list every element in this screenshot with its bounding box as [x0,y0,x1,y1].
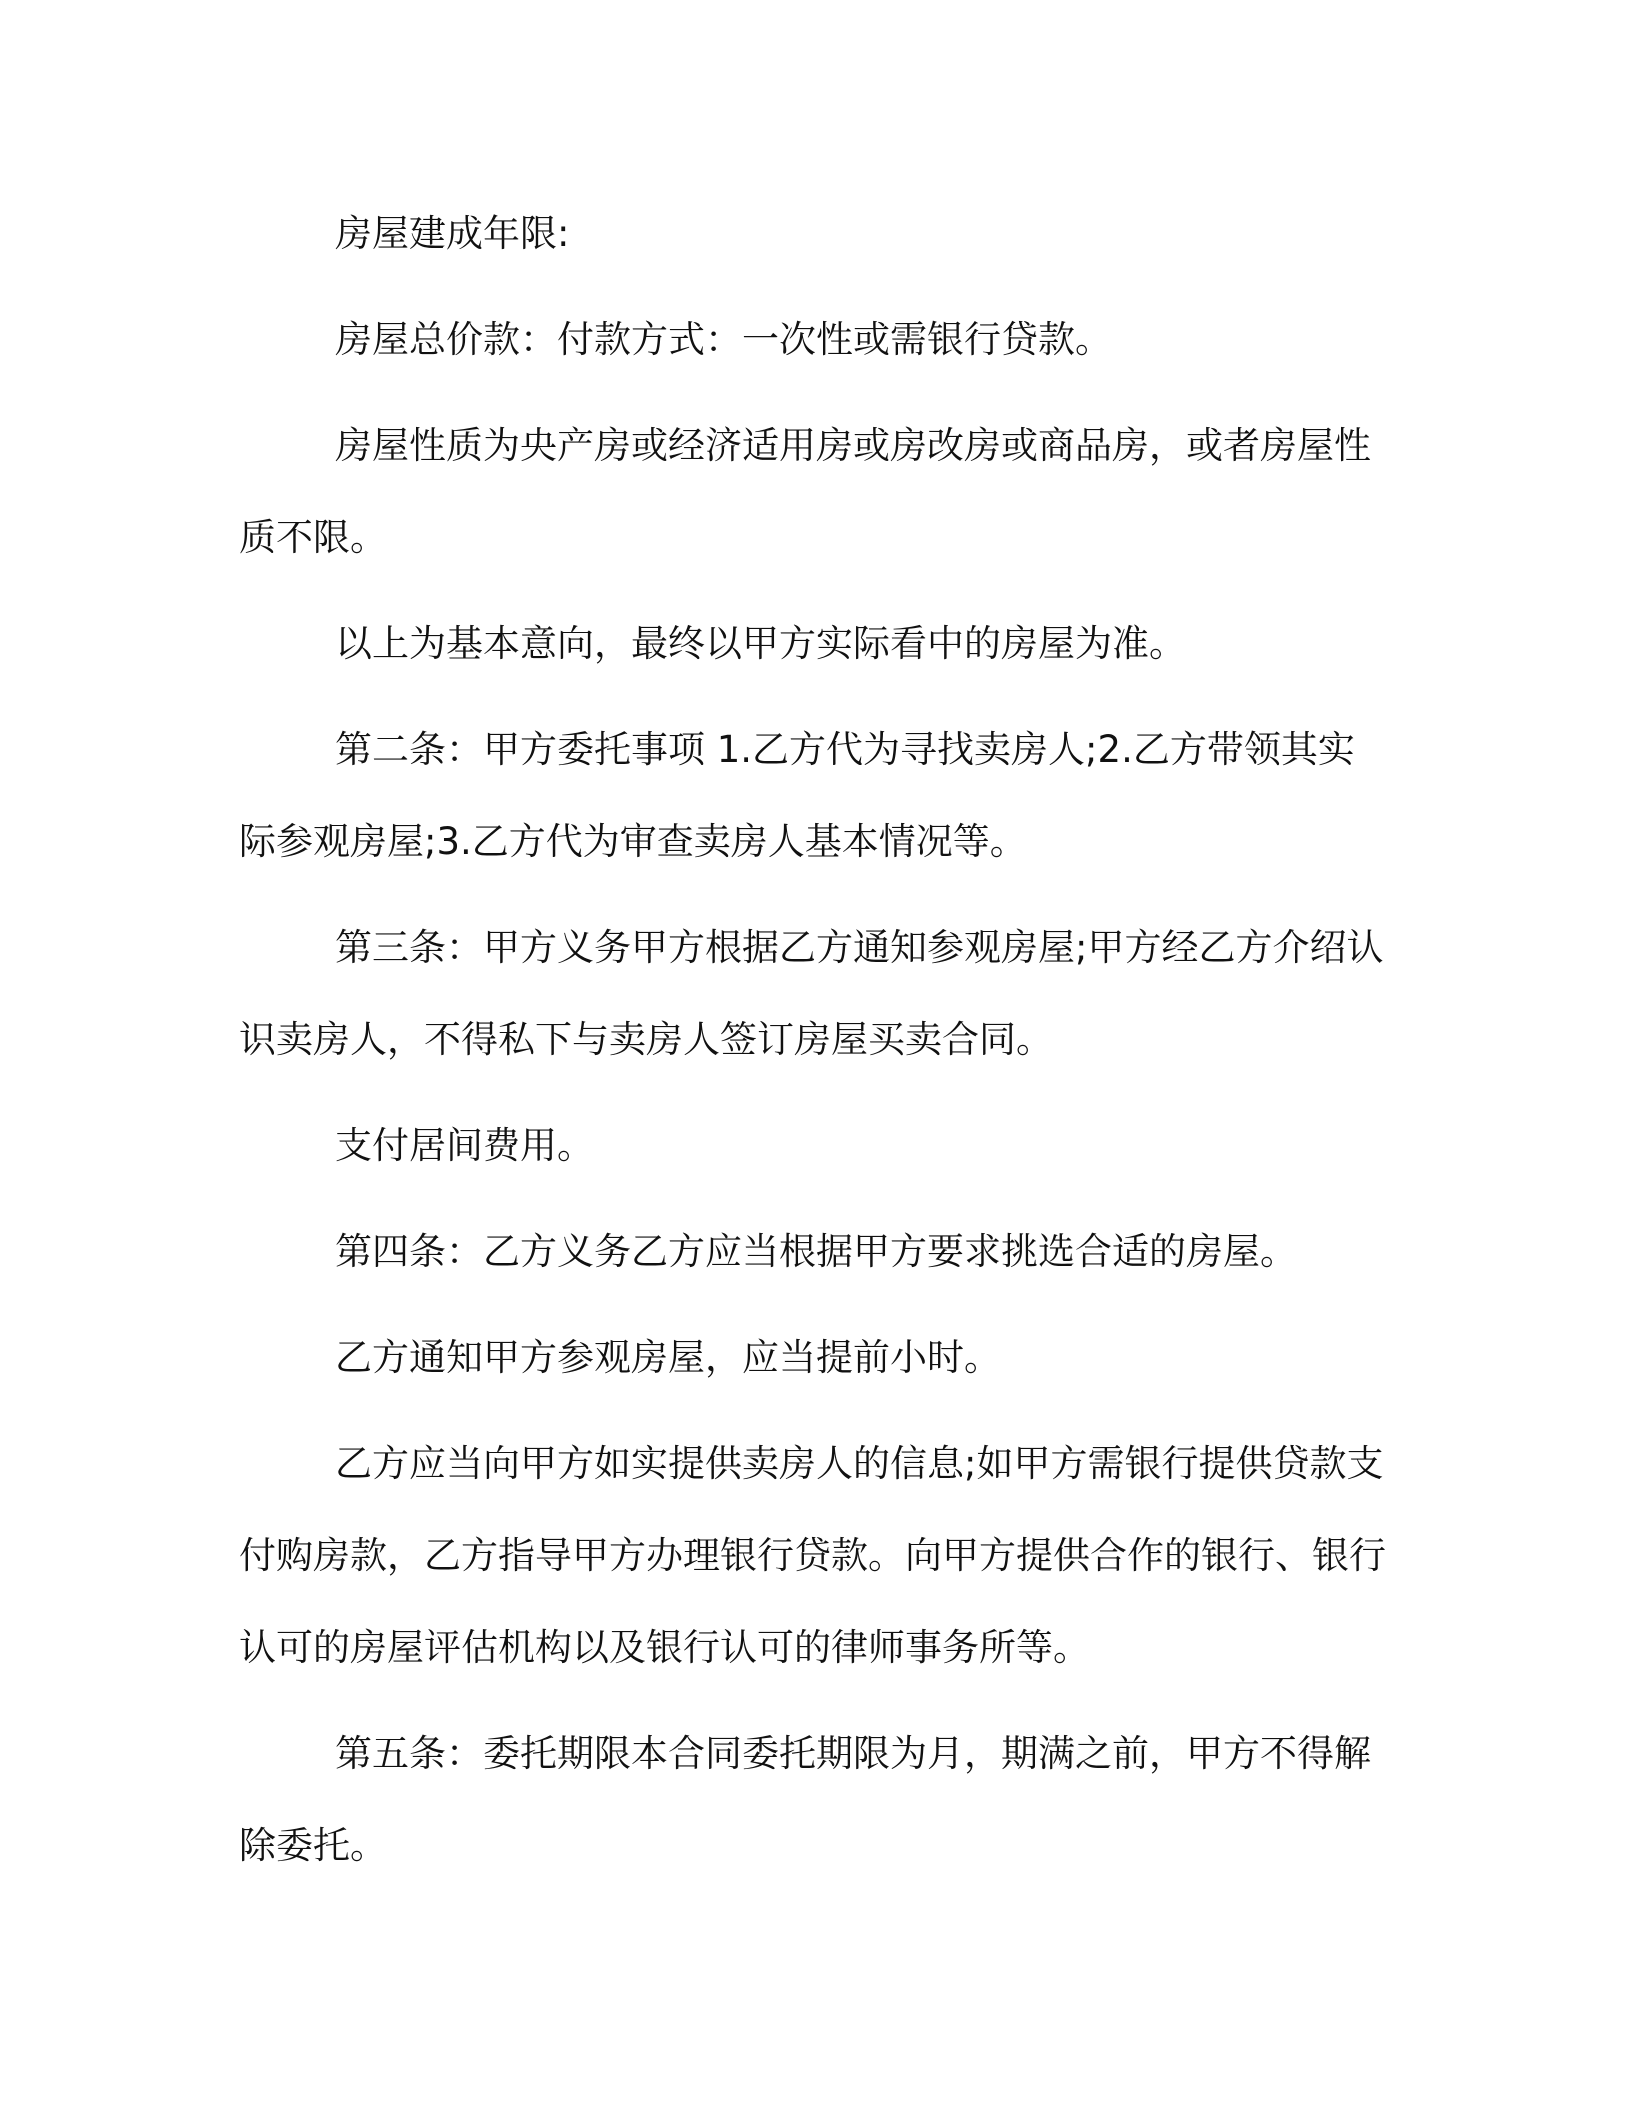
paragraph-build-year: 房屋建成年限: [335,212,570,255]
paragraph-pay-fee: 支付居间费用。 [335,1124,594,1167]
paragraph-article-3: 第三条：甲方义务甲方根据乙方通知参观房屋;甲方经乙方介绍认识卖房人，不得私下与卖房人签订房屋买卖合同。 [239,926,1384,1061]
paragraph-notify-advance: 乙方通知甲方参观房屋，应当提前小时。 [335,1336,1001,1379]
document-body [239,188,1389,1906]
paragraph-article-4: 第四条：乙方义务乙方应当根据甲方要求挑选合适的房屋。 [335,1230,1297,1273]
paragraph-property-type: 房屋性质为央产房或经济适用房或房改房或商品房，或者房屋性质不限。 [239,424,1371,559]
paragraph-seller-info: 乙方应当向甲方如实提供卖房人的信息;如甲方需银行提供贷款支付购房款，乙方指导甲方办理银行贷款。向甲方提供合作的银行、银行认可的房屋评估机构以及银行认可的律师事务所等。 [239,1442,1386,1669]
paragraph-basic-intent: 以上为基本意向，最终以甲方实际看中的房屋为准。 [335,622,1186,665]
paragraph-article-5: 第五条：委托期限本合同委托期限为月，期满之前，甲方不得解除委托。 [239,1732,1371,1867]
paragraph-total-price: 房屋总价款：付款方式：一次性或需银行贷款。 [335,318,1112,361]
paragraph-article-2: 第二条：甲方委托事项 1.乙方代为寻找卖房人;2.乙方带领其实际参观房屋;3.乙方代为审查卖房人基本情况等。 [239,728,1355,863]
